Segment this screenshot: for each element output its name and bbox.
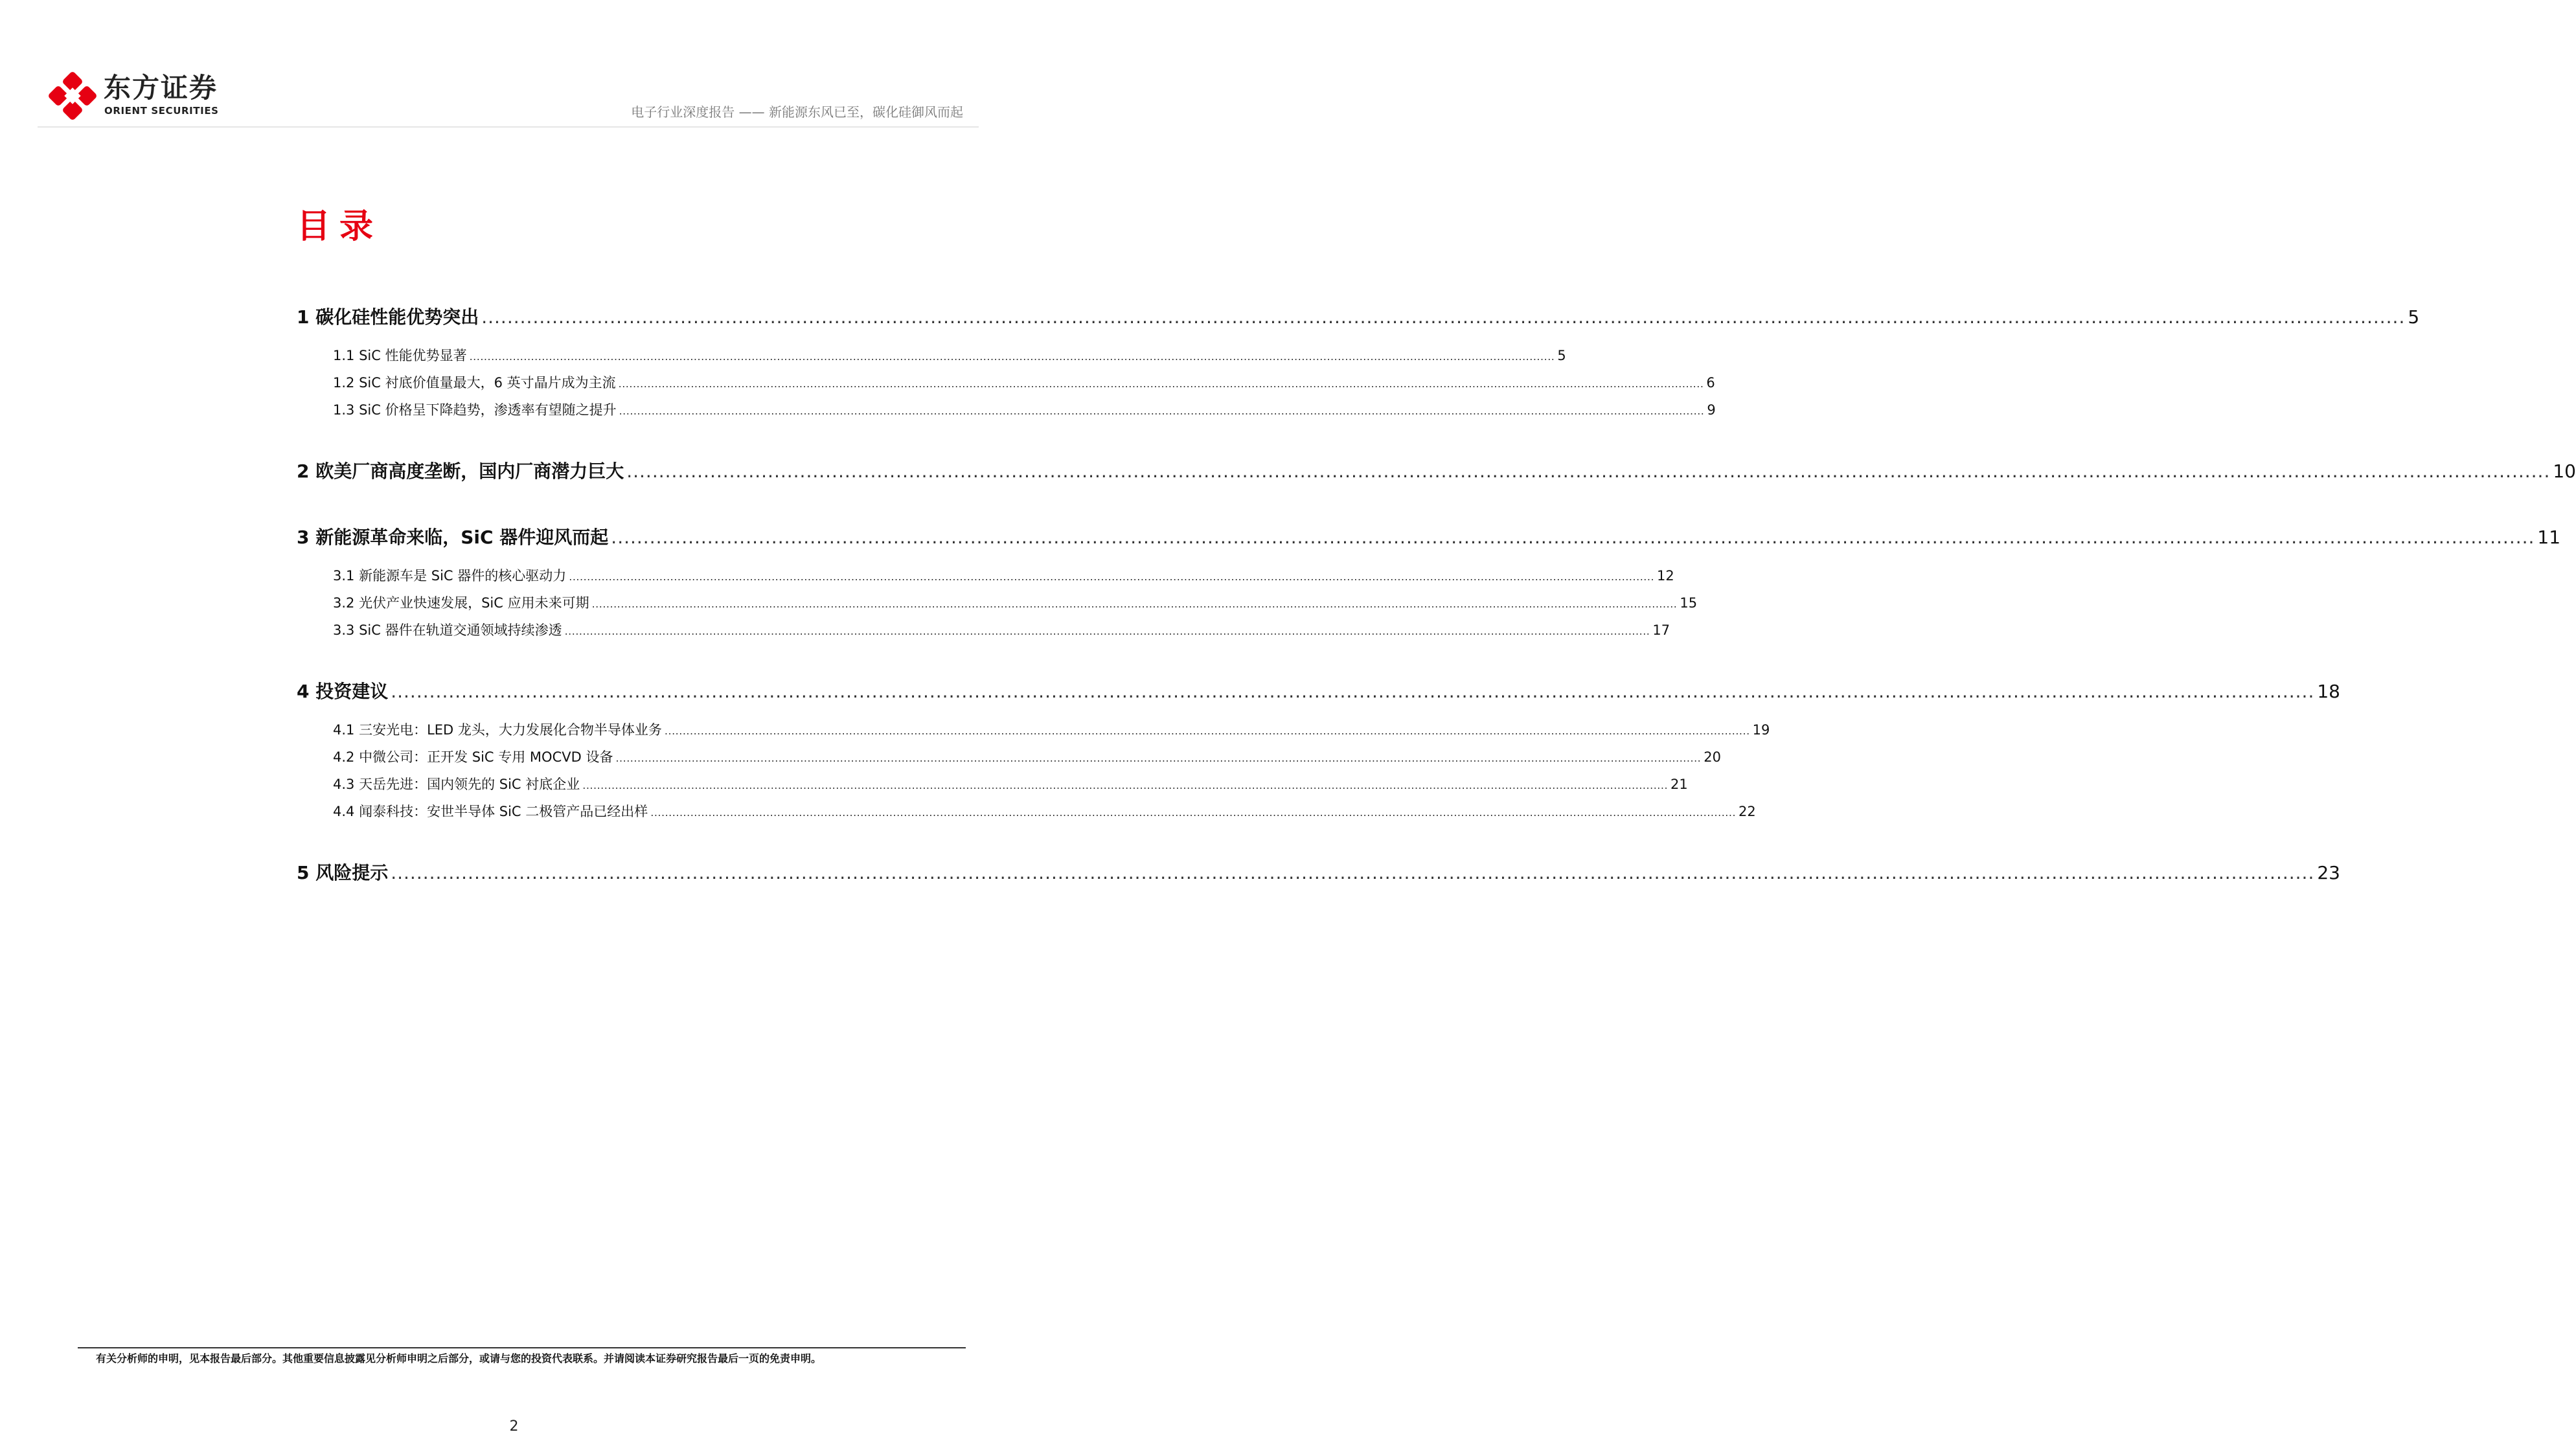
toc-entry-label: 4.4 闻泰科技：安世半导体 SiC 二极管产品已经出样 — [333, 804, 648, 819]
brand-name-cn: 东方证券 — [104, 72, 218, 104]
toc-dot-leader: ............................................................................................................................................................................................................................................................................................................ — [564, 625, 1650, 637]
report-title: 电子行业深度报告 —— 新能源东风已至，碳化硅御风而起 — [631, 104, 963, 120]
toc-entry-1[interactable] — [297, 299, 2420, 335]
toc-entry-page: 5 — [2408, 306, 2420, 328]
page-number: 2 — [509, 1418, 519, 1435]
footer-divider — [78, 1347, 966, 1348]
table-of-contents — [297, 299, 2576, 891]
toc-dot-leader: ............................................................................................................................................................................................................................................................................................................ — [391, 862, 2315, 883]
toc-entry-1-2[interactable] — [297, 369, 1715, 396]
toc-entry-page: 11 — [2537, 527, 2561, 548]
toc-dot-leader: ............................................................................................................................................................................................................................................................................................................ — [391, 681, 2315, 702]
toc-dot-leader: ............................................................................................................................................................................................................................................................................................................ — [626, 460, 2551, 482]
toc-entry-page: 9 — [1707, 402, 1716, 418]
toc-entry-2[interactable] — [297, 453, 2576, 490]
header-divider — [38, 126, 979, 128]
toc-entry-label: 5 风险提示 — [297, 862, 389, 883]
toc-entry-4-2[interactable] — [297, 744, 1721, 771]
toc-entry-3-1[interactable] — [297, 562, 1674, 589]
toc-entry-label: 3.1 新能源车是 SiC 器件的核心驱动力 — [333, 568, 567, 584]
brand-name-en: ORIENT SECURITIES — [104, 105, 219, 117]
toc-entry-3-3[interactable] — [297, 617, 1670, 644]
toc-dot-leader: ............................................................................................................................................................................................................................................................................................................ — [582, 779, 1669, 791]
toc-entry-page: 19 — [1752, 722, 1770, 738]
toc-entry-page: 18 — [2317, 681, 2340, 702]
toc-entry-label: 4.1 三安光电：LED 龙头，大力发展化合物半导体业务 — [333, 722, 662, 738]
toc-entry-1-1[interactable] — [297, 342, 1566, 369]
toc-entry-label: 1.1 SiC 性能优势显著 — [333, 348, 467, 363]
toc-entry-label: 3.3 SiC 器件在轨道交通领域持续渗透 — [333, 622, 562, 638]
toc-entry-label: 4.2 中微公司：正开发 SiC 专用 MOCVD 设备 — [333, 749, 613, 765]
toc-entry-page: 23 — [2317, 862, 2340, 883]
toc-heading: 目录 — [297, 207, 383, 246]
toc-entry-page: 10 — [2553, 460, 2576, 482]
toc-dot-leader: ............................................................................................................................................................................................................................................................................................................ — [618, 378, 1704, 390]
toc-entry-label: 1 碳化硅性能优势突出 — [297, 306, 479, 328]
toc-entry-page: 5 — [1557, 348, 1566, 363]
toc-entry-label: 2 欧美厂商高度垄断，国内厂商潜力巨大 — [297, 460, 624, 482]
toc-entry-label: 3 新能源革命来临，SiC 器件迎风而起 — [297, 527, 609, 548]
orient-securities-logo-icon — [49, 73, 96, 119]
toc-entry-4-3[interactable] — [297, 771, 1688, 798]
toc-entry-page: 6 — [1706, 375, 1715, 391]
toc-dot-leader: ............................................................................................................................................................................................................................................................................................................ — [611, 527, 2535, 548]
toc-dot-leader: ............................................................................................................................................................................................................................................................................................................ — [615, 752, 1702, 764]
toc-entry-1-3[interactable] — [297, 396, 1716, 424]
toc-entry-5[interactable] — [297, 855, 2340, 891]
toc-entry-label: 4.3 天岳先进：国内领先的 SiC 衬底企业 — [333, 777, 580, 792]
toc-dot-leader: ............................................................................................................................................................................................................................................................................................................ — [650, 806, 1737, 819]
toc-entry-page: 12 — [1657, 568, 1674, 584]
toc-entry-page: 22 — [1738, 804, 1756, 819]
toc-entry-label: 4 投资建议 — [297, 681, 389, 702]
toc-entry-page: 17 — [1652, 622, 1670, 638]
toc-entry-label: 3.2 光伏产业快速发展，SiC 应用未来可期 — [333, 595, 589, 611]
toc-dot-leader: ............................................................................................................................................................................................................................................................................................................ — [481, 306, 2406, 328]
toc-dot-leader: ............................................................................................................................................................................................................................................................................................................ — [469, 350, 1555, 363]
toc-entry-3[interactable] — [297, 519, 2561, 556]
toc-dot-leader: ............................................................................................................................................................................................................................................................................................................ — [619, 405, 1705, 417]
toc-dot-leader: ............................................................................................................................................................................................................................................................................................................ — [591, 598, 1678, 610]
toc-entry-page: 20 — [1704, 749, 1721, 765]
toc-entry-4[interactable] — [297, 674, 2340, 710]
toc-entry-page: 21 — [1670, 777, 1688, 792]
toc-entry-label: 1.2 SiC 衬底价值量最大，6 英寸晶片成为主流 — [333, 375, 616, 391]
toc-dot-leader: ............................................................................................................................................................................................................................................................................................................ — [569, 571, 1655, 583]
toc-dot-leader: ............................................................................................................................................................................................................................................................................................................ — [664, 725, 1750, 737]
toc-entry-page: 15 — [1680, 595, 1698, 611]
toc-entry-3-2[interactable] — [297, 589, 1698, 617]
footer-disclaimer: 有关分析师的申明，见本报告最后部分。其他重要信息披露见分析师申明之后部分，或请与您的投资代表联系。并请阅读本证券研究报告最后一页的免责申明。 — [96, 1352, 822, 1365]
toc-entry-4-4[interactable] — [297, 798, 1756, 825]
toc-entry-4-1[interactable] — [297, 716, 1770, 744]
toc-entry-label: 1.3 SiC 价格呈下降趋势，渗透率有望随之提升 — [333, 402, 617, 418]
